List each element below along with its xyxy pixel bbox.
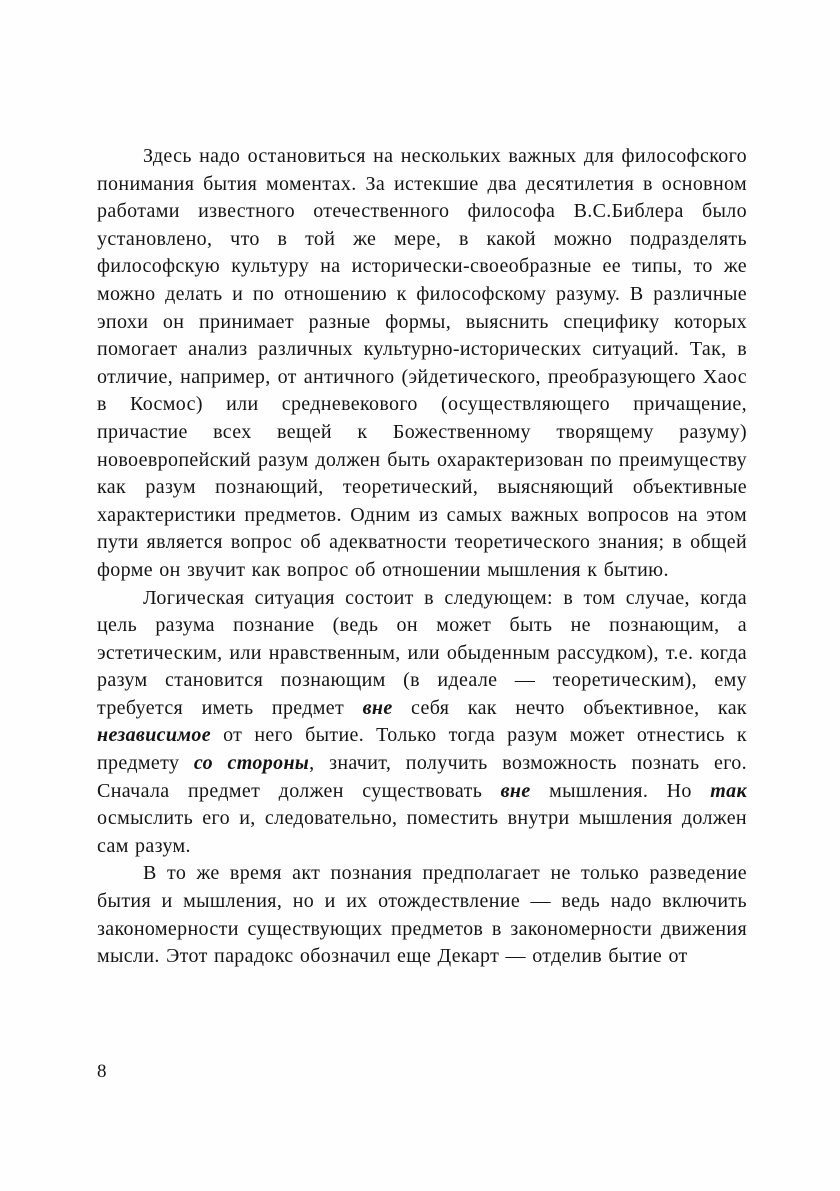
- emphasis-segment: вне: [500, 779, 531, 802]
- text-segment: Здесь надо остановиться на нескольких важных для философского понимания бытия моментах. За истекшие два десятилетия в основном работами известного отечественного философа В.С.Библера было установлено, что в той же мере, в какой можно подразделять философскую культуру на исторически-своеобразные ее типы, то же можно делать и по отношению к философскому разуму. В различные эпохи он принимает разные формы, выяснить специфику которых помогает анализ различных культурно-исторических ситуаций. Так, в отличие, например, от античного (эйдетического, преобразующего Хаос в Космос) или средневекового (осуществляющего причащение, причастие всех вещей к Божественному творящему разуму) новоевропейский разум должен быть охарактеризован по преимуществу как разум познающий, теоретический, выясняющий объективные характеристики предметов. Одним из самых важных вопросов на этом пути является вопрос об адекватности теоретического знания; в общей форме он звучит как вопрос об отношении мышления к бытию.: [97, 145, 747, 581]
- text-segment: В то же время акт познания предполагает не только разведение бытия и мышления, но и их отождествление — ведь надо включить закономерности существующих предметов в закономерности движения мысли. Этот парадокс обозначил еще Декарт — отделив бытие от: [97, 862, 747, 968]
- emphasis-segment: со стороны: [193, 752, 310, 775]
- paragraph-2: [97, 585, 747, 861]
- text-block: [97, 143, 747, 971]
- paragraph-3: [97, 860, 747, 970]
- text-segment: Логическая ситуация состоит в следующем: в том случае, когда цель разума познание (ведь он может быть не познающим, а эстетическим, или нравственным, или обыденным рассудком), т.е. когда разум становится познающим (в идеале — теоретическим), ему требуется иметь предмет: [97, 586, 747, 719]
- text-segment: себя как нечто объективное, как: [392, 696, 747, 719]
- text-segment: мышления. Но: [530, 779, 711, 802]
- text-segment: от него бытие. Только тогда разум может отнестись к предмету: [97, 724, 747, 775]
- emphasis-segment: вне: [362, 696, 393, 719]
- text-segment: , значит, получить возможность познать его. Сначала предмет должен существовать: [97, 752, 748, 802]
- emphasis-segment: независимое: [97, 724, 212, 747]
- page-number: 8: [97, 1061, 107, 1082]
- paragraph-1: [97, 143, 747, 585]
- text-segment: осмыслить его и, следовательно, поместить внутри мышления должен сам разум.: [97, 807, 747, 857]
- emphasis-segment: так: [710, 779, 747, 802]
